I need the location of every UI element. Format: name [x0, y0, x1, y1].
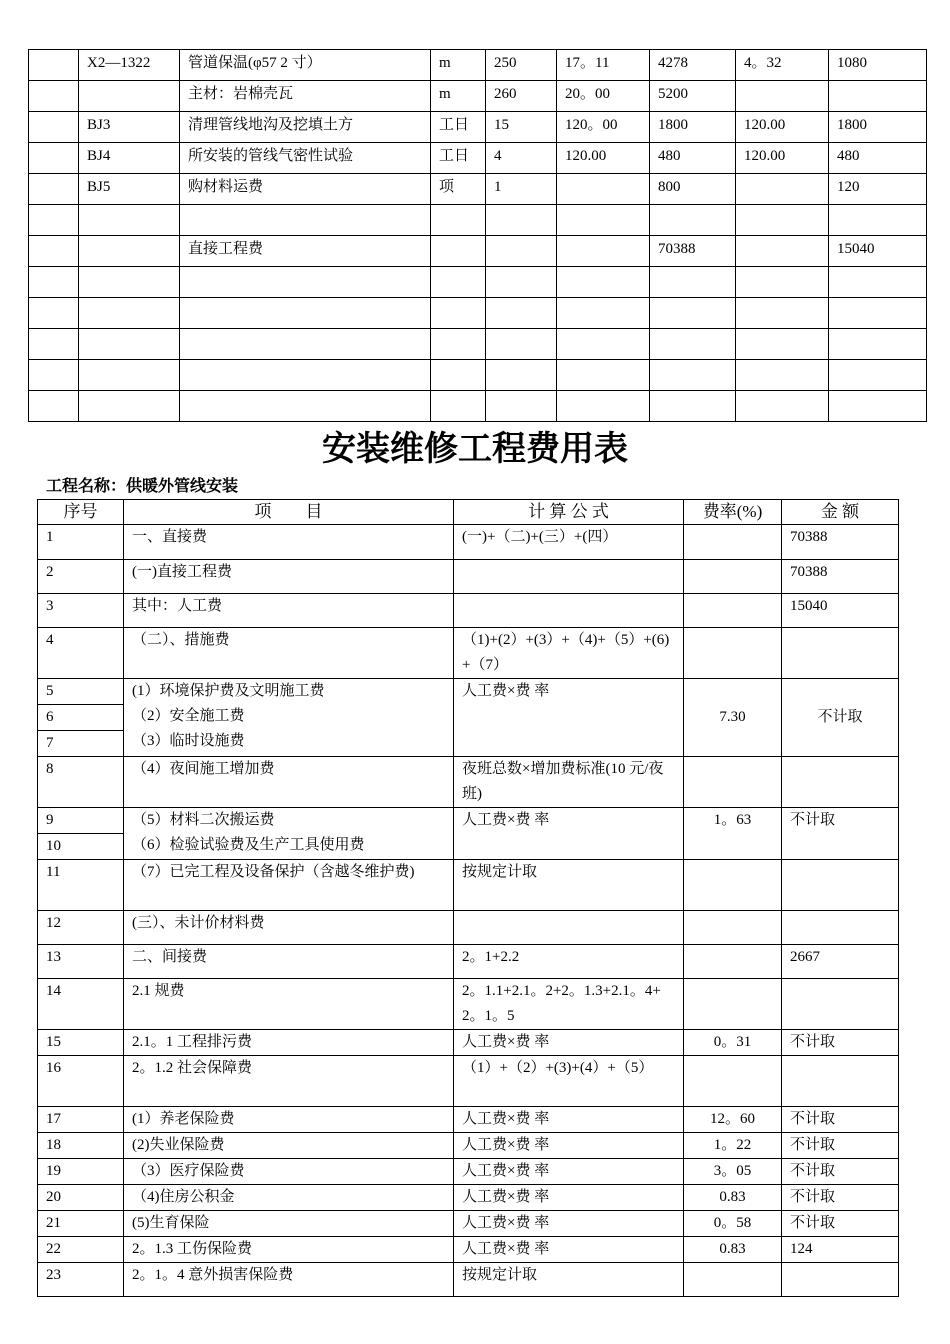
- cell-quantity: 15: [486, 112, 557, 143]
- row-formula: （1)+(2）+(3）+（4)+（5）+(6)+（7）: [454, 628, 684, 679]
- table-row: [38, 560, 899, 594]
- cell-unit: [431, 360, 486, 391]
- cell-labor-unit-price: [736, 298, 829, 329]
- table-row: [38, 1263, 899, 1297]
- row-rate: 12。60: [684, 1107, 782, 1133]
- cell-index: [29, 112, 79, 143]
- row-amount: 15040: [782, 594, 899, 628]
- row-formula: 人工费×费 率: [454, 1185, 684, 1211]
- row-amount: 不计取: [782, 1185, 899, 1211]
- row-item: （2）安全施工费: [132, 708, 245, 724]
- row-no: 16: [38, 1056, 124, 1107]
- row-formula: 按规定计取: [454, 860, 684, 911]
- cell-code: BJ4: [79, 143, 180, 174]
- row-item: （5）材料二次搬运费: [132, 812, 275, 828]
- table-row: [29, 329, 927, 360]
- fee-summary-table: [37, 499, 899, 1297]
- row-no: 18: [38, 1133, 124, 1159]
- row-rate: [684, 525, 782, 560]
- table-row: [29, 391, 927, 422]
- cell-labor-unit-price: [736, 267, 829, 298]
- row-formula: 人工费×费 率: [454, 679, 684, 757]
- cell-index: [29, 174, 79, 205]
- cell-total: 5200: [650, 81, 736, 112]
- table-row: [38, 1056, 899, 1107]
- cell-quantity: [486, 360, 557, 391]
- row-amount: 不计取: [782, 1159, 899, 1185]
- row-formula: 人工费×费 率: [454, 808, 684, 860]
- row-formula: 2。1.1+2.1。2+2。1.3+2.1。4+2。1。5: [454, 979, 684, 1030]
- cell-labor-total: [829, 298, 927, 329]
- row-amount: 124: [782, 1237, 899, 1263]
- cell-quantity: [486, 329, 557, 360]
- cell-index: [29, 236, 79, 267]
- row-item: （3）医疗保险费: [124, 1159, 454, 1185]
- table-row: [38, 1185, 899, 1211]
- table-row: [29, 298, 927, 329]
- cell-total: [650, 329, 736, 360]
- table-row: [29, 236, 927, 267]
- cell-unit-price: [557, 205, 650, 236]
- row-item: 二、间接费: [124, 945, 454, 979]
- row-amount: [782, 757, 899, 808]
- table-row: [38, 1030, 899, 1056]
- row-no: 3: [38, 594, 124, 628]
- cell-quantity: 4: [486, 143, 557, 174]
- row-item: 其中：人工费: [124, 594, 454, 628]
- row-formula: (一)+（二)+(三）+(四）: [454, 525, 684, 560]
- row-item: 一、直接费: [124, 525, 454, 560]
- row-formula: 人工费×费 率: [454, 1107, 684, 1133]
- row-item: （4)住房公积金: [124, 1185, 454, 1211]
- cell-code: [79, 81, 180, 112]
- cell-code: [79, 205, 180, 236]
- cell-unit: 工日: [431, 112, 486, 143]
- table-row: [29, 174, 927, 205]
- cell-description: [180, 360, 431, 391]
- table-row: [38, 679, 899, 705]
- row-item: (一)直接工程费: [124, 560, 454, 594]
- row-no: 9: [38, 808, 124, 834]
- cell-labor-total: 15040: [829, 236, 927, 267]
- cell-description: 所安装的管线气密性试验: [180, 143, 431, 174]
- cell-unit: [431, 236, 486, 267]
- cell-labor-total: [829, 267, 927, 298]
- cell-total: 480: [650, 143, 736, 174]
- cell-description: [180, 329, 431, 360]
- row-amount: 不计取: [782, 1107, 899, 1133]
- row-item: 2。1。4 意外损害保险费: [124, 1263, 454, 1297]
- row-formula: 人工费×费 率: [454, 1211, 684, 1237]
- cell-labor-total: [829, 391, 927, 422]
- cost-detail-table: [28, 49, 927, 422]
- row-item: （7）已完工程及设备保护（含越冬维护费): [124, 860, 454, 911]
- row-formula: [454, 560, 684, 594]
- table-row: [29, 205, 927, 236]
- cell-unit-price: 20。00: [557, 81, 650, 112]
- cell-labor-unit-price: 120.00: [736, 143, 829, 174]
- cell-description: 主材：岩棉壳瓦: [180, 81, 431, 112]
- cell-unit: 工日: [431, 143, 486, 174]
- cell-index: [29, 267, 79, 298]
- table-row: [38, 1237, 899, 1263]
- cell-description: [180, 391, 431, 422]
- row-item: (2)失业保险费: [124, 1133, 454, 1159]
- cell-unit: [431, 298, 486, 329]
- row-amount: 不计取: [782, 1133, 899, 1159]
- row-no: 21: [38, 1211, 124, 1237]
- cell-unit: [431, 205, 486, 236]
- cell-unit-price: [557, 174, 650, 205]
- cell-unit-price: [557, 329, 650, 360]
- row-amount: 不计取: [782, 1211, 899, 1237]
- row-amount: 2667: [782, 945, 899, 979]
- cell-labor-unit-price: [736, 360, 829, 391]
- cell-labor-unit-price: [736, 205, 829, 236]
- cell-unit: m: [431, 50, 486, 81]
- row-amount: [782, 1263, 899, 1297]
- row-formula: 按规定计取: [454, 1263, 684, 1297]
- cell-index: [29, 298, 79, 329]
- cell-labor-total: [829, 205, 927, 236]
- row-item: （3）临时设施费: [132, 733, 245, 749]
- row-item: (1）环境保护费及文明施工费: [132, 683, 325, 699]
- cell-index: [29, 81, 79, 112]
- cell-unit-price: [557, 391, 650, 422]
- row-item: （6）检验试验费及生产工具使用费: [132, 837, 365, 853]
- row-rate: 0.83: [684, 1237, 782, 1263]
- row-no: 8: [38, 757, 124, 808]
- table-row: [38, 1211, 899, 1237]
- row-rate: 1。22: [684, 1133, 782, 1159]
- row-rate: 3。05: [684, 1159, 782, 1185]
- cell-unit: [431, 391, 486, 422]
- table-row: [38, 1107, 899, 1133]
- table-row: [38, 525, 899, 560]
- table-row: [38, 945, 899, 979]
- cell-description: 清理管线地沟及挖填土方: [180, 112, 431, 143]
- row-no: 20: [38, 1185, 124, 1211]
- row-formula: 人工费×费 率: [454, 1159, 684, 1185]
- cell-total: [650, 298, 736, 329]
- cell-code: [79, 360, 180, 391]
- cell-description: 直接工程费: [180, 236, 431, 267]
- document-title: 安装维修工程费用表: [322, 429, 628, 469]
- cell-total: 70388: [650, 236, 736, 267]
- cell-unit-price: 120。00: [557, 112, 650, 143]
- row-no: 10: [38, 834, 124, 860]
- row-rate: [684, 560, 782, 594]
- row-formula: 夜班总数×增加费标准(10 元/夜班): [454, 757, 684, 808]
- row-amount: 70388: [782, 525, 899, 560]
- row-no: 5: [38, 679, 124, 705]
- cell-labor-unit-price: [736, 391, 829, 422]
- row-no: 6: [38, 705, 124, 731]
- table-row: [29, 143, 927, 174]
- cell-labor-unit-price: 120.00: [736, 112, 829, 143]
- row-no: 4: [38, 628, 124, 679]
- row-amount: [782, 979, 899, 1030]
- row-amount: [782, 911, 899, 945]
- cell-unit: [431, 267, 486, 298]
- row-item: 2。1.3 工伤保险费: [124, 1237, 454, 1263]
- row-rate: [684, 757, 782, 808]
- row-no: 1: [38, 525, 124, 560]
- table-row: [29, 112, 927, 143]
- cell-quantity: 1: [486, 174, 557, 205]
- row-rate: 1。63: [684, 808, 782, 860]
- row-formula: 人工费×费 率: [454, 1237, 684, 1263]
- cell-labor-total: [829, 81, 927, 112]
- table-row: [38, 594, 899, 628]
- cell-total: [650, 360, 736, 391]
- row-item: 2。1.2 社会保障费: [124, 1056, 454, 1107]
- table-row: [29, 267, 927, 298]
- row-formula: 人工费×费 率: [454, 1030, 684, 1056]
- cell-index: [29, 205, 79, 236]
- table-row: [38, 628, 899, 679]
- row-item: 2.1。1 工程排污费: [124, 1030, 454, 1056]
- cell-labor-unit-price: [736, 81, 829, 112]
- row-no: 23: [38, 1263, 124, 1297]
- cell-labor-unit-price: [736, 329, 829, 360]
- cell-index: [29, 50, 79, 81]
- row-item: （二）、措施费: [124, 628, 454, 679]
- row-rate: [684, 911, 782, 945]
- table-row: [29, 360, 927, 391]
- row-amount: [782, 1056, 899, 1107]
- cell-labor-unit-price: [736, 236, 829, 267]
- cell-total: 4278: [650, 50, 736, 81]
- cell-total: 1800: [650, 112, 736, 143]
- row-no: 14: [38, 979, 124, 1030]
- cell-total: [650, 391, 736, 422]
- cell-code: [79, 391, 180, 422]
- row-no: 12: [38, 911, 124, 945]
- cell-code: BJ5: [79, 174, 180, 205]
- cell-labor-total: [829, 360, 927, 391]
- table-row: [38, 757, 899, 808]
- cell-quantity: [486, 205, 557, 236]
- cell-unit-price: 120.00: [557, 143, 650, 174]
- row-rate: [684, 945, 782, 979]
- cell-labor-total: 120: [829, 174, 927, 205]
- cell-unit-price: [557, 236, 650, 267]
- cell-index: [29, 391, 79, 422]
- row-rate: [684, 1263, 782, 1297]
- header-cell-formula: 计 算 公 式: [454, 500, 684, 525]
- row-item: (1）养老保险费: [124, 1107, 454, 1133]
- row-rate: 7.30: [684, 679, 782, 757]
- row-rate: [684, 1056, 782, 1107]
- cell-description: 购材料运费: [180, 174, 431, 205]
- table-row: [38, 911, 899, 945]
- row-item-group: [124, 679, 454, 757]
- header-cell-item: 项 目: [124, 500, 454, 525]
- row-item-group: [124, 808, 454, 860]
- row-no: 19: [38, 1159, 124, 1185]
- table-row: [29, 81, 927, 112]
- cell-quantity: [486, 236, 557, 267]
- cell-labor-total: 1080: [829, 50, 927, 81]
- row-amount: 不计取: [782, 1030, 899, 1056]
- row-formula: （1）+（2）+(3)+(4）+（5）: [454, 1056, 684, 1107]
- header-cell-amount: 金 额: [782, 500, 899, 525]
- cell-labor-total: 480: [829, 143, 927, 174]
- cell-index: [29, 329, 79, 360]
- cell-code: X2—1322: [79, 50, 180, 81]
- row-no: 7: [38, 731, 124, 757]
- cell-unit-price: [557, 360, 650, 391]
- cell-description: [180, 205, 431, 236]
- table-row: [38, 1133, 899, 1159]
- row-amount: 不计取: [782, 679, 899, 757]
- table-row: [38, 808, 899, 834]
- row-amount: 不计取: [782, 808, 899, 860]
- cell-total: 800: [650, 174, 736, 205]
- table-row: [38, 979, 899, 1030]
- cell-code: [79, 267, 180, 298]
- table-row: [38, 860, 899, 911]
- row-amount: [782, 860, 899, 911]
- header-cell-rate: 费率(%): [684, 500, 782, 525]
- row-no: 17: [38, 1107, 124, 1133]
- row-rate: 0。58: [684, 1211, 782, 1237]
- cell-quantity: [486, 267, 557, 298]
- cell-description: 管道保温(φ57 2 寸）: [180, 50, 431, 81]
- row-no: 11: [38, 860, 124, 911]
- cell-unit-price: 17。11: [557, 50, 650, 81]
- row-item: (三）、未计价材料费: [124, 911, 454, 945]
- cell-total: [650, 205, 736, 236]
- cell-description: [180, 298, 431, 329]
- cell-unit: 项: [431, 174, 486, 205]
- cell-unit: m: [431, 81, 486, 112]
- row-formula: [454, 594, 684, 628]
- row-item: 2.1 规费: [124, 979, 454, 1030]
- row-rate: [684, 979, 782, 1030]
- cell-code: BJ3: [79, 112, 180, 143]
- cell-unit: [431, 329, 486, 360]
- cell-labor-unit-price: [736, 174, 829, 205]
- cell-quantity: [486, 391, 557, 422]
- row-rate: [684, 860, 782, 911]
- row-amount: 70388: [782, 560, 899, 594]
- cell-description: [180, 267, 431, 298]
- cell-quantity: [486, 298, 557, 329]
- cell-labor-total: 1800: [829, 112, 927, 143]
- table-row: [38, 1159, 899, 1185]
- cell-unit-price: [557, 298, 650, 329]
- row-no: 22: [38, 1237, 124, 1263]
- project-name: 工程名称：供暖外管线安装: [46, 476, 239, 495]
- cell-code: [79, 329, 180, 360]
- cell-total: [650, 267, 736, 298]
- cell-quantity: 260: [486, 81, 557, 112]
- table-header-row: [38, 500, 899, 525]
- cell-code: [79, 236, 180, 267]
- row-item: （4）夜间施工增加费: [124, 757, 454, 808]
- row-formula: [454, 911, 684, 945]
- row-rate: 0。31: [684, 1030, 782, 1056]
- row-no: 15: [38, 1030, 124, 1056]
- row-no: 2: [38, 560, 124, 594]
- cell-index: [29, 360, 79, 391]
- cell-quantity: 250: [486, 50, 557, 81]
- row-rate: [684, 594, 782, 628]
- row-formula: 人工费×费 率: [454, 1133, 684, 1159]
- row-formula: 2。1+2.2: [454, 945, 684, 979]
- cell-index: [29, 143, 79, 174]
- row-rate: 0.83: [684, 1185, 782, 1211]
- cell-labor-unit-price: 4。32: [736, 50, 829, 81]
- cell-unit-price: [557, 267, 650, 298]
- row-no: 13: [38, 945, 124, 979]
- cell-labor-total: [829, 329, 927, 360]
- row-amount: [782, 628, 899, 679]
- cell-code: [79, 298, 180, 329]
- row-item: (5)生育保险: [124, 1211, 454, 1237]
- header-cell-no: 序号: [38, 500, 124, 525]
- table-row: [29, 50, 927, 81]
- row-rate: [684, 628, 782, 679]
